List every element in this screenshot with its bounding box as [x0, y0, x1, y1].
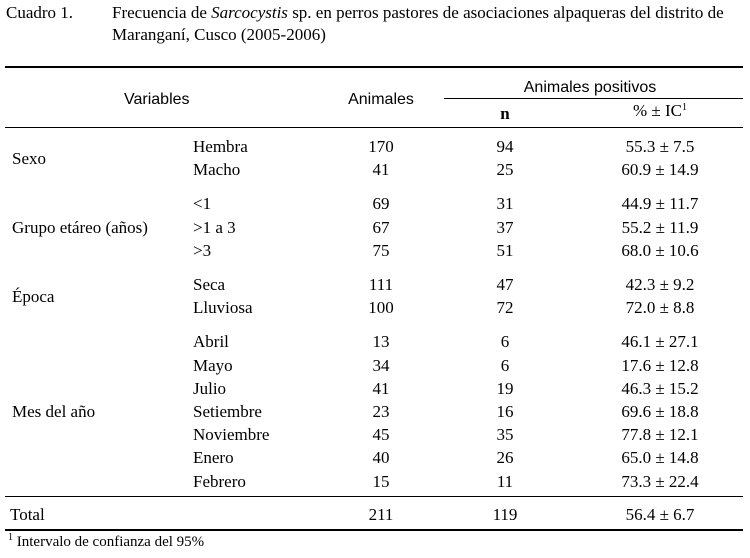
- row-label: Mayo: [193, 355, 233, 375]
- bottom-rule: [5, 529, 743, 531]
- row-n: 25: [496, 160, 514, 180]
- row-label: Seca: [193, 275, 226, 294]
- row-pct: 72.0 ± 8.8: [625, 298, 695, 318]
- row-label: >1 a 3: [193, 217, 236, 237]
- row-label: Macho: [193, 160, 241, 180]
- row-n: 6: [500, 355, 510, 375]
- row-label: Lluviosa: [193, 298, 253, 318]
- group-name: Sexo: [12, 148, 46, 168]
- row-animales: 41: [372, 378, 390, 398]
- row-pct: 65.0 ± 14.8: [621, 448, 699, 468]
- row-animales: 13: [372, 332, 390, 352]
- table-title: Frecuencia de Sarcocystis sp. en perros pastores de asociaciones alpaqueras del distrito de Maranganí, Cusco (2005-2006): [112, 3, 724, 44]
- row-animales: 100: [368, 298, 394, 318]
- row-n: 31: [496, 194, 514, 214]
- header-n: n: [500, 104, 510, 123]
- row-pct: 46.1 ± 27.1: [621, 332, 699, 352]
- group-name: Mes del año: [12, 402, 96, 421]
- row-animales: 45: [372, 425, 390, 445]
- row-n: 37: [496, 217, 514, 237]
- row-pct: 55.3 ± 7.5: [625, 137, 695, 156]
- row-n: 72: [496, 298, 514, 318]
- species-name: Sarcocystis: [211, 3, 288, 22]
- footnote: $^1$ Intervalo de confianza del 95%: [8, 532, 205, 550]
- row-animales: 69: [372, 194, 390, 214]
- row-n: 35: [496, 425, 514, 445]
- row-n: 47: [496, 275, 514, 294]
- row-pct: 77.8 ± 12.1: [621, 425, 699, 445]
- table-number: Cuadro 1.: [6, 3, 74, 22]
- row-pct: 73.3 ± 22.4: [621, 471, 699, 491]
- row-animales: 41: [372, 160, 390, 180]
- row-pct: 44.9 ± 11.7: [621, 194, 699, 214]
- row-animales: 15: [372, 471, 390, 491]
- row-n: 51: [496, 240, 514, 260]
- row-label: <1: [193, 194, 212, 214]
- total-rule: [5, 496, 743, 497]
- row-animales: 23: [372, 402, 390, 421]
- row-label: Noviembre: [193, 425, 270, 445]
- header-subrule: [444, 98, 743, 99]
- header-pct-ic: % ± $IC^1$: [633, 101, 687, 120]
- row-label: Julio: [193, 378, 227, 398]
- row-animales: 170: [368, 137, 394, 156]
- row-pct: 60.9 ± 14.9: [621, 160, 699, 180]
- header-animales: Animales: [348, 91, 414, 108]
- row-n: 6: [500, 332, 510, 352]
- row-label: >3: [193, 240, 212, 260]
- group-name: Grupo etáreo (años): [12, 217, 148, 237]
- top-rule: [5, 66, 743, 68]
- header-animales-positivos: Animales positivos: [523, 79, 657, 96]
- row-pct: 46.3 ± 15.2: [621, 378, 699, 398]
- row-label: Abril: [193, 332, 229, 352]
- row-n: 16: [496, 402, 514, 421]
- row-n: 11: [496, 471, 514, 491]
- row-label: Hembra: [193, 137, 248, 156]
- row-pct: 69.6 ± 18.8: [621, 402, 699, 421]
- row-pct: 42.3 ± 9.2: [625, 275, 695, 294]
- header-bottom-rule: [5, 127, 743, 128]
- row-label: Enero: [193, 448, 234, 468]
- row-pct: 68.0 ± 10.6: [621, 240, 699, 260]
- total-n: 119: [492, 505, 518, 524]
- row-pct: 17.6 ± 12.8: [621, 355, 699, 375]
- header-variables: Variables: [124, 91, 190, 108]
- total-pct: 56.4 ± 6.7: [625, 505, 695, 524]
- total-label: Total: [10, 505, 45, 524]
- row-animales: 34: [372, 355, 390, 375]
- row-n: 26: [496, 448, 514, 468]
- row-label: Febrero: [193, 471, 246, 491]
- row-animales: 75: [372, 240, 390, 260]
- row-animales: 67: [372, 217, 390, 237]
- group-name: Época: [12, 286, 55, 306]
- row-n: 94: [496, 137, 514, 156]
- row-animales: 111: [368, 275, 394, 294]
- row-label: Setiembre: [193, 402, 262, 421]
- total-animales: 211: [368, 505, 394, 524]
- row-n: 19: [496, 378, 514, 398]
- row-animales: 40: [372, 448, 390, 468]
- row-pct: 55.2 ± 11.9: [621, 217, 699, 237]
